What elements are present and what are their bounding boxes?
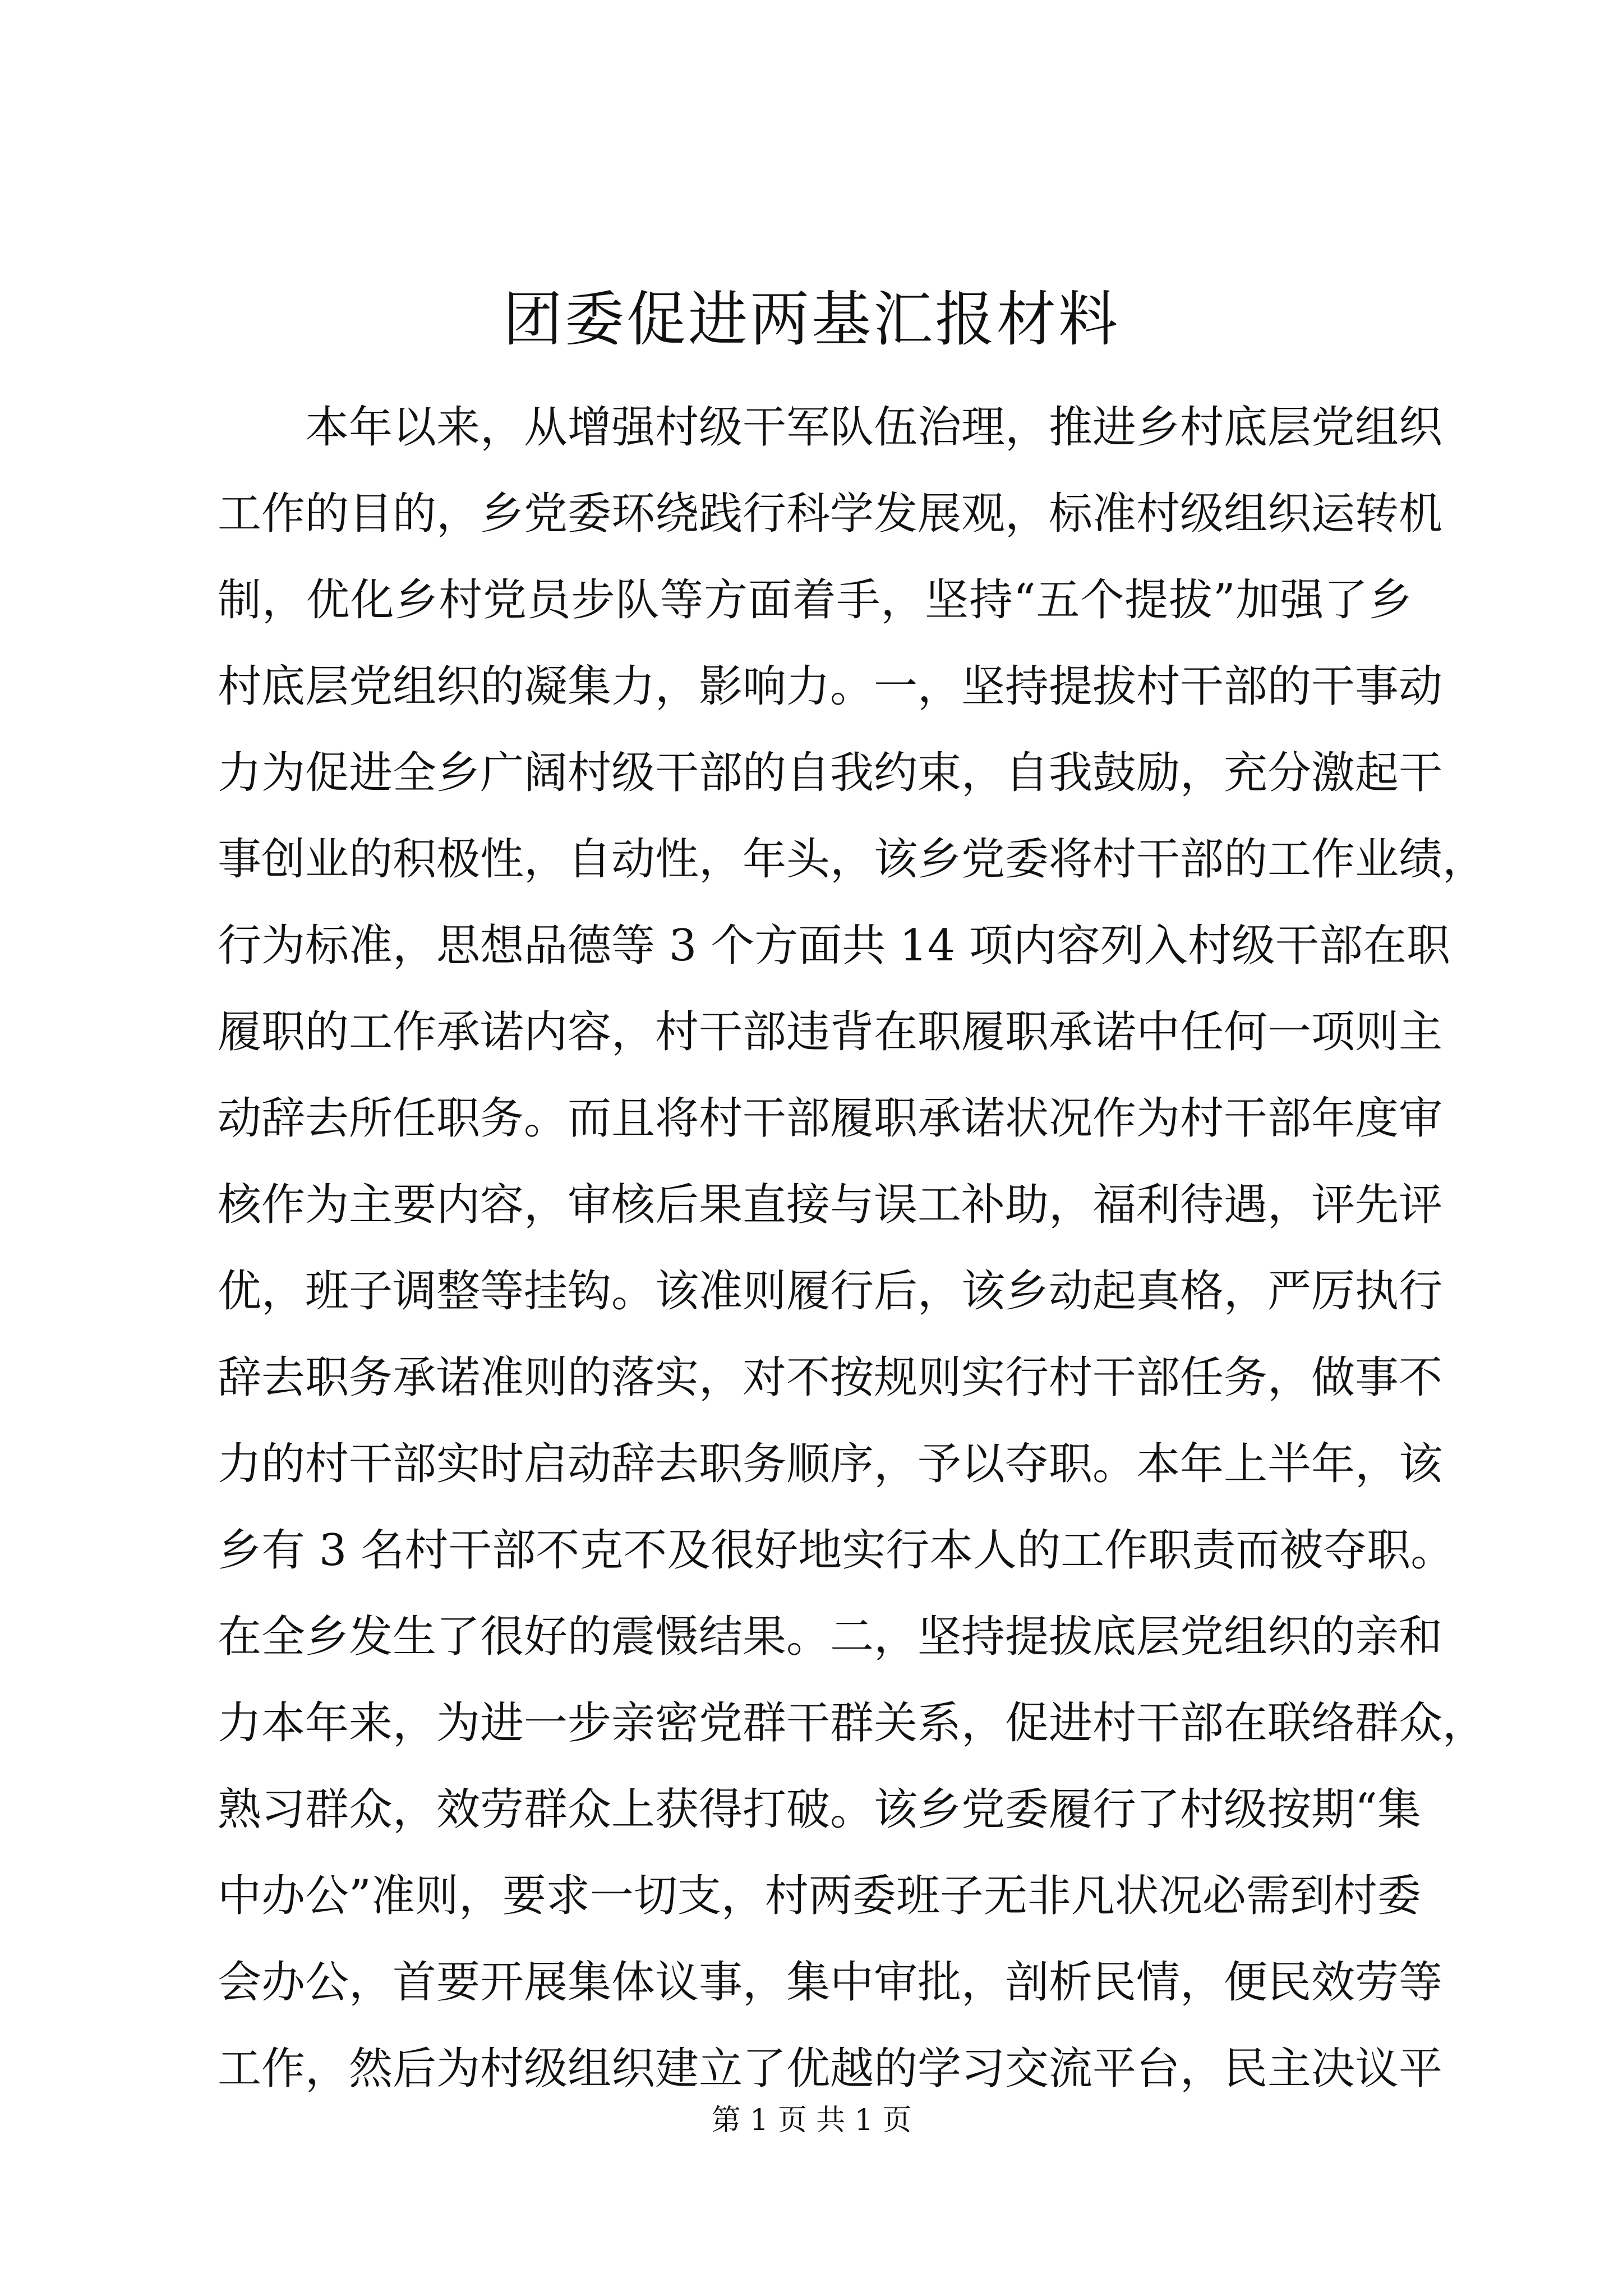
body-line: 履职的工作承诺内容，村干部违背在职履职承诺中任何一项则主 [218, 1007, 1443, 1057]
page-footer: 第 1 页 共 1 页 [711, 2104, 912, 2137]
body-line: 村底层党组织的凝集力，影响力。一，坚持提拔村干部的干事动 [218, 661, 1443, 712]
body-line: 会办公，首要开展集体议事，集中审批，剖析民情，便民效劳等 [218, 1957, 1443, 2008]
body-line: 力为促进全乡广阔村级干部的自我约束，自我鼓励，充分激起干 [218, 748, 1443, 798]
body-line: 力的村干部实时启动辞去职务顺序，予以夺职。本年上半年，该 [218, 1439, 1443, 1489]
document-body [218, 384, 1487, 2112]
body-line: 乡有 3 名村干部不克不及很好地实行本人的工作职责而被夺职。 [218, 1525, 1455, 1576]
body-line: 事创业的积极性，自动性，年头，该乡党委将村干部的工作业绩， [218, 834, 1487, 885]
body-line: 力本年来，为进一步亲密党群干群关系，促进村干部在联络群众， [218, 1698, 1487, 1749]
body-line: 优，班子调整等挂钩。该准则履行后，该乡动起真格，严厉执行 [218, 1266, 1443, 1317]
body-line: 中办公”准则，要求一切支，村两委班子无非凡状况必需到村委 [218, 1871, 1421, 1921]
body-line: 工作的目的，乡党委环绕践行科学发展观，标准村级组织运转机 [218, 489, 1443, 539]
body-line: 在全乡发生了很好的震慑结果。二，坚持提拔底层党组织的亲和 [218, 1612, 1443, 1662]
body-line: 本年以来，从增强村级干军队伍治理，推进乡村底层党组织 [305, 402, 1443, 453]
body-line: 行为标准，思想品德等 3 个方面共 14 项内容列入村级干部在职 [218, 921, 1451, 971]
body-line: 制，优化乡村党员步队等方面着手，坚持“五个提拔”加强了乡 [218, 575, 1412, 625]
body-line: 辞去职务承诺准则的落实，对不按规则实行村干部任务，做事不 [218, 1352, 1443, 1403]
body-line: 动辞去所任职务。而且将村干部履职承诺状况作为村干部年度审 [218, 1093, 1443, 1144]
body-line: 核作为主要内容，审核后果直接与误工补助，福利待遇，评先评 [218, 1180, 1443, 1230]
body-line: 熟习群众，效劳群众上获得打破。该乡党委履行了村级按期“集 [218, 1784, 1421, 1835]
document-title: 团委促进两基汇报材料 [503, 285, 1120, 354]
body-line: 工作，然后为村级组织建立了优越的学习交流平台，民主决议平 [218, 2044, 1443, 2094]
